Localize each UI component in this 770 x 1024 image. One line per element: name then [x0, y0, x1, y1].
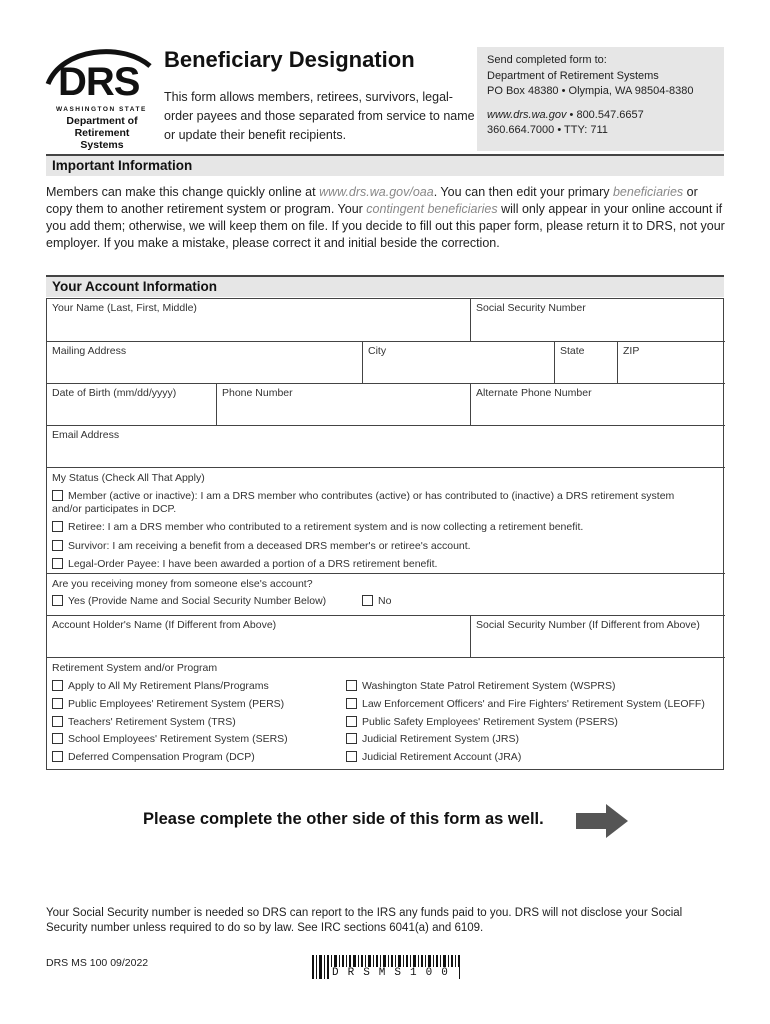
- form-number: DRS MS 100 09/2022: [46, 957, 149, 969]
- holder-name-field[interactable]: Account Holder's Name (If Different from Above): [47, 616, 471, 658]
- other-side-notice: Please complete the other side of this form as well.: [143, 810, 544, 828]
- plan-checkbox[interactable]: [346, 751, 357, 762]
- plan-checkbox[interactable]: [52, 680, 63, 691]
- retiree-checkbox[interactable]: [52, 521, 63, 532]
- plan-right-1[interactable]: Law Enforcement Officers' and Fire Fighters' Retirement System (LEOFF): [346, 698, 705, 711]
- plan-left-4[interactable]: Deferred Compensation Program (DCP): [52, 751, 255, 764]
- yes-checkbox[interactable]: [52, 595, 63, 606]
- email-field[interactable]: Email Address: [47, 426, 725, 468]
- plan-right-0[interactable]: Washington State Patrol Retirement System (WSPRS): [346, 680, 615, 693]
- plan-checkbox[interactable]: [52, 698, 63, 709]
- beneficiaries-link[interactable]: beneficiaries: [612, 185, 684, 199]
- drs-logo: [42, 44, 154, 151]
- account-form: [46, 298, 724, 770]
- logo-department: Department of Retirement Systems: [66, 115, 138, 151]
- ssn-field[interactable]: Social Security Number: [471, 299, 725, 342]
- holder-ssn-field[interactable]: Social Security Number (If Different from Above): [471, 616, 725, 658]
- plan-checkbox[interactable]: [346, 716, 357, 727]
- send-to-box: Send completed form to: Department of Retirement Systems PO Box 48380 • Olympia, WA 98504-8380 www.drs.wa.gov • 800.547.6657 360.664.7000 • TTY: 711: [477, 47, 724, 151]
- state-field[interactable]: State: [555, 342, 618, 384]
- plan-left-2[interactable]: Teachers' Retirement System (TRS): [52, 716, 236, 729]
- status-member[interactable]: Member (active or inactive): I am a DRS member who contributes (active) or has contributed to (inactive) a DRS retirement system: [52, 490, 722, 503]
- plan-checkbox[interactable]: [346, 733, 357, 744]
- mailing-field[interactable]: Mailing Address: [47, 342, 363, 384]
- legal-checkbox[interactable]: [52, 558, 63, 569]
- money-question: Are you receiving money from someone else's account?: [52, 578, 313, 590]
- status-label: My Status (Check All That Apply): [52, 472, 205, 484]
- plan-checkbox[interactable]: [346, 680, 357, 691]
- website-link[interactable]: www.drs.wa.gov: [487, 108, 567, 121]
- status-member-cont: and/or participates in DCP.: [52, 503, 177, 515]
- survivor-checkbox[interactable]: [52, 540, 63, 551]
- logo-state: WASHINGTON STATE: [56, 106, 147, 113]
- plan-left-1[interactable]: Public Employees' Retirement System (PERS): [52, 698, 284, 711]
- intro-text: This form allows members, retirees, survivors, legal-order payees and those separated from service to name or update their benefit recipients.: [164, 90, 475, 142]
- city-field[interactable]: City: [363, 342, 555, 384]
- page-title: Beneficiary Designation: [164, 47, 415, 72]
- plan-right-4[interactable]: Judicial Retirement Account (JRA): [346, 751, 521, 764]
- money-no[interactable]: No: [362, 595, 391, 608]
- no-checkbox[interactable]: [362, 595, 373, 606]
- status-legal[interactable]: Legal-Order Payee: I have been awarded a portion of a DRS retirement benefit.: [52, 558, 437, 571]
- plans-label: Retirement System and/or Program: [52, 662, 218, 674]
- plan-checkbox[interactable]: [52, 751, 63, 762]
- plan-right-3[interactable]: Judicial Retirement System (JRS): [346, 733, 519, 746]
- plan-left-3[interactable]: School Employees' Retirement System (SERS): [52, 733, 288, 746]
- plan-right-2[interactable]: Public Safety Employees' Retirement System (PSERS): [346, 716, 618, 729]
- account-heading: Your Account Information: [46, 275, 724, 297]
- contingent-link[interactable]: contingent beneficiaries: [366, 202, 498, 216]
- plan-checkbox[interactable]: [346, 698, 357, 709]
- logo-text: DRS: [58, 60, 140, 104]
- barcode-text: DRSMS100: [332, 967, 457, 979]
- plan-checkbox[interactable]: [52, 733, 63, 744]
- plan-left-0[interactable]: Apply to All My Retirement Plans/Programs: [52, 680, 269, 693]
- oaa-link[interactable]: www.drs.wa.gov/oaa: [319, 185, 434, 199]
- member-checkbox[interactable]: [52, 490, 63, 501]
- zip-field[interactable]: ZIP: [618, 342, 725, 384]
- dob-field[interactable]: Date of Birth (mm/dd/yyyy): [47, 384, 217, 426]
- phone-field[interactable]: Phone Number: [217, 384, 471, 426]
- important-text: Members can make this change quickly online at www.drs.wa.gov/oaa. You can then edit your primary beneficiaries or copy them to another retirement system or program. Your contingent beneficiaries will only appear in your online account if you add them; otherwise, we will keep them on file. If you decide to fill out this paper form, please return it to DRS, not your employer. If you make a mistake, please correct it and initial beside the correction.: [46, 185, 725, 250]
- money-yes[interactable]: Yes (Provide Name and Social Security Number Below): [52, 595, 326, 608]
- status-survivor[interactable]: Survivor: I am receiving a benefit from a deceased DRS member's or retiree's account.: [52, 540, 471, 553]
- alt-phone-field[interactable]: Alternate Phone Number: [471, 384, 725, 426]
- name-field[interactable]: Your Name (Last, First, Middle): [47, 299, 471, 342]
- ssn-disclosure: Your Social Security number is needed so DRS can report to the IRS any funds paid to you. DRS will not disclose your Social Security number unless required to do so by law. See IRC sections 6041(a) and 6109.: [46, 907, 683, 934]
- arrow-right-icon: [576, 804, 628, 838]
- plan-checkbox[interactable]: [52, 716, 63, 727]
- status-retiree[interactable]: Retiree: I am a DRS member who contributed to a retirement system and is now collecting a retirement benefit.: [52, 521, 583, 534]
- important-heading: Important Information: [46, 154, 724, 176]
